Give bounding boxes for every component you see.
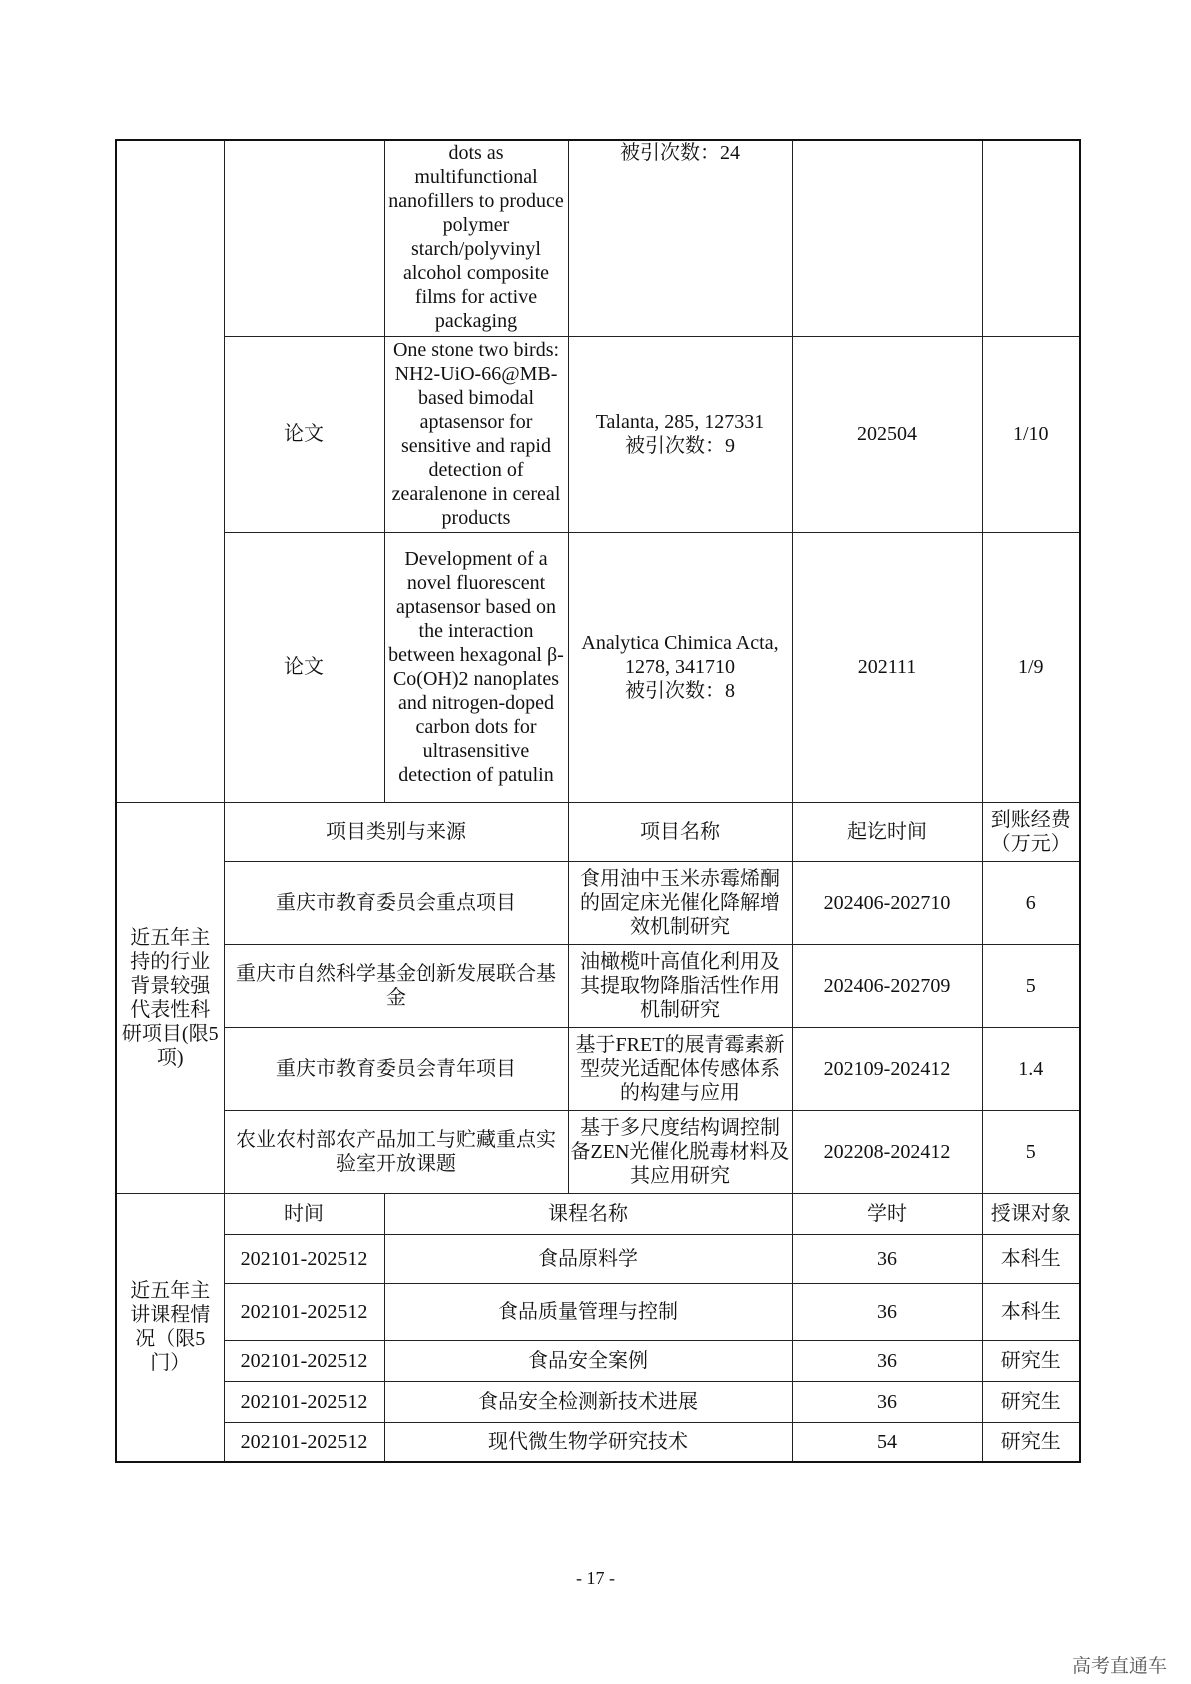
paper-title-cell: dots as multifunctional nanofillers to produce polymer starch/polyvinyl alcohol composite films for active packaging xyxy=(384,140,568,336)
paper-title-cell: One stone two birds: NH2-UiO-66@MB-based bimodal aptasensor for sensitive and rapid detection of zearalenone in cereal products xyxy=(384,336,568,532)
col-header-category: 项目类别与来源 xyxy=(224,802,568,861)
course-time: 202101-202512 xyxy=(224,1283,384,1340)
col-header-course-name: 课程名称 xyxy=(384,1193,792,1234)
project-category: 重庆市自然科学基金创新发展联合基金 xyxy=(224,944,568,1027)
course-name: 食品安全案例 xyxy=(384,1340,792,1381)
projects-section-label: 近五年主持的行业背景较强代表性科研项目(限5项) xyxy=(116,802,224,1193)
paper-type-cell: 论文 xyxy=(224,336,384,532)
course-row xyxy=(116,1234,1080,1283)
project-category: 重庆市教育委员会重点项目 xyxy=(224,861,568,944)
course-row xyxy=(116,1381,1080,1422)
paper-date-cell: 202504 xyxy=(792,336,982,532)
paper-title-cell: Development of a novel fluorescent aptasensor based on the interaction between hexagonal β-Co(OH)2 nanoplates and nitrogen-doped carbon dots for ultrasensitive detection of patulin xyxy=(384,532,568,802)
paper-rank-cell xyxy=(982,140,1080,336)
courses-section-label: 近五年主讲课程情况（限5门） xyxy=(116,1193,224,1462)
col-header-period: 起讫时间 xyxy=(792,802,982,861)
achievements-table xyxy=(115,139,1081,1463)
course-audience: 研究生 xyxy=(982,1381,1080,1422)
course-hours: 36 xyxy=(792,1340,982,1381)
course-row xyxy=(116,1340,1080,1381)
project-period: 202406-202709 xyxy=(792,944,982,1027)
course-row xyxy=(116,1283,1080,1340)
course-time: 202101-202512 xyxy=(224,1234,384,1283)
project-row xyxy=(116,1110,1080,1193)
project-funding: 1.4 xyxy=(982,1027,1080,1110)
watermark-text: 高考直通车 xyxy=(1071,1655,1167,1677)
page-number: - 17 - xyxy=(576,1568,615,1588)
paper-journal-cell: 被引次数：24 xyxy=(568,140,792,336)
project-funding: 5 xyxy=(982,944,1080,1027)
project-period: 202406-202710 xyxy=(792,861,982,944)
course-hours: 36 xyxy=(792,1283,982,1340)
course-name: 现代微生物学研究技术 xyxy=(384,1422,792,1462)
course-audience: 研究生 xyxy=(982,1422,1080,1462)
project-row xyxy=(116,1027,1080,1110)
course-row xyxy=(116,1422,1080,1462)
course-audience: 研究生 xyxy=(982,1340,1080,1381)
project-funding: 5 xyxy=(982,1110,1080,1193)
course-time: 202101-202512 xyxy=(224,1340,384,1381)
project-funding: 6 xyxy=(982,861,1080,944)
course-audience: 本科生 xyxy=(982,1283,1080,1340)
course-name: 食品质量管理与控制 xyxy=(384,1283,792,1340)
paper-date-cell xyxy=(792,140,982,336)
course-time: 202101-202512 xyxy=(224,1422,384,1462)
paper-row xyxy=(116,532,1080,802)
course-audience: 本科生 xyxy=(982,1234,1080,1283)
paper-type-cell xyxy=(224,140,384,336)
course-hours: 36 xyxy=(792,1381,982,1422)
project-category: 重庆市教育委员会青年项目 xyxy=(224,1027,568,1110)
course-hours: 36 xyxy=(792,1234,982,1283)
project-row xyxy=(116,861,1080,944)
paper-journal-cell: Analytica Chimica Acta, 1278, 341710 被引次数：8 xyxy=(568,532,792,802)
col-header-funding: 到账经费（万元） xyxy=(982,802,1080,861)
course-time: 202101-202512 xyxy=(224,1381,384,1422)
col-header-time: 时间 xyxy=(224,1193,384,1234)
paper-row-continued xyxy=(116,140,1080,336)
project-row xyxy=(116,944,1080,1027)
project-name: 油橄榄叶高值化利用及其提取物降脂活性作用机制研究 xyxy=(568,944,792,1027)
project-name: 食用油中玉米赤霉烯酮的固定床光催化降解增效机制研究 xyxy=(568,861,792,944)
course-hours: 54 xyxy=(792,1422,982,1462)
project-name: 基于多尺度结构调控制备ZEN光催化脱毒材料及其应用研究 xyxy=(568,1110,792,1193)
project-name: 基于FRET的展青霉素新型荧光适配体传感体系的构建与应用 xyxy=(568,1027,792,1110)
paper-row xyxy=(116,336,1080,532)
col-header-project-name: 项目名称 xyxy=(568,802,792,861)
paper-rank-cell: 1/10 xyxy=(982,336,1080,532)
paper-journal-cell: Talanta, 285, 127331 被引次数：9 xyxy=(568,336,792,532)
project-category: 农业农村部农产品加工与贮藏重点实验室开放课题 xyxy=(224,1110,568,1193)
project-period: 202208-202412 xyxy=(792,1110,982,1193)
paper-date-cell: 202111 xyxy=(792,532,982,802)
course-name: 食品安全检测新技术进展 xyxy=(384,1381,792,1422)
paper-rank-cell: 1/9 xyxy=(982,532,1080,802)
papers-section-label xyxy=(116,140,224,802)
projects-header-row xyxy=(116,802,1080,861)
courses-header-row xyxy=(116,1193,1080,1234)
paper-type-cell: 论文 xyxy=(224,532,384,802)
col-header-hours: 学时 xyxy=(792,1193,982,1234)
project-period: 202109-202412 xyxy=(792,1027,982,1110)
col-header-audience: 授课对象 xyxy=(982,1193,1080,1234)
course-name: 食品原料学 xyxy=(384,1234,792,1283)
